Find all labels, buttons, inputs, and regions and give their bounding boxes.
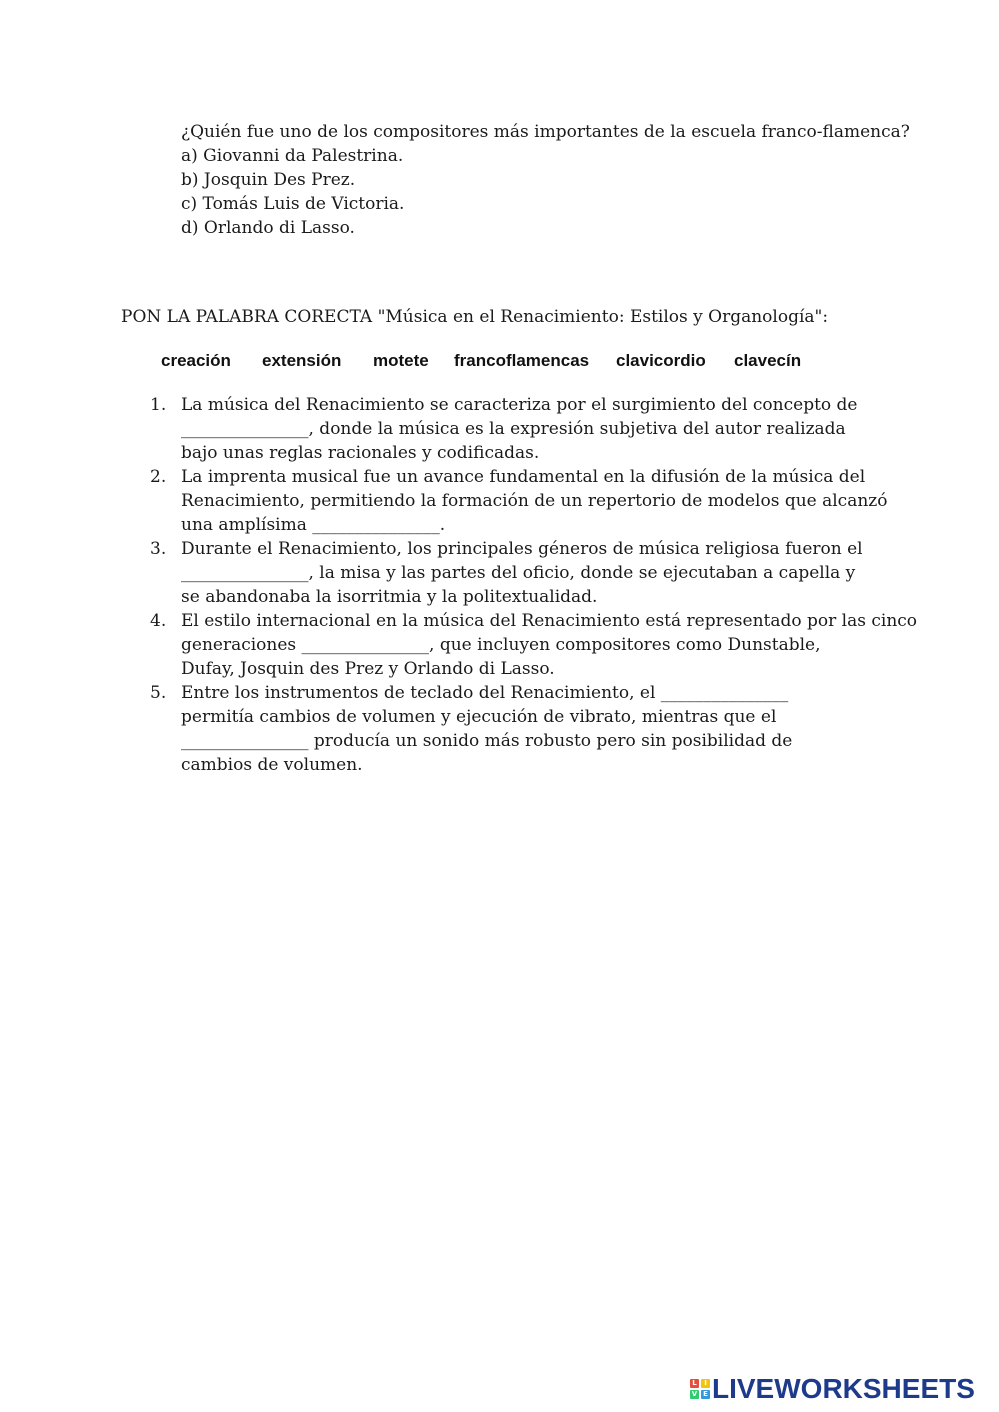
- list-item: [150, 609, 918, 681]
- list-item: [150, 537, 880, 609]
- item-number: 3.: [150, 539, 167, 559]
- quiz-option-c: c) Tomás Luis de Victoria.: [181, 194, 405, 214]
- quiz-question: ¿Quién fue uno de los compositores más importantes de la escuela franco-flamenca?: [181, 122, 910, 142]
- logo-cell: E: [701, 1390, 710, 1399]
- item-number: 4.: [150, 611, 167, 631]
- item-line: cambios de volumen.: [181, 755, 363, 775]
- exercise-list: [150, 393, 918, 777]
- word-bank-item: extensión: [262, 351, 342, 370]
- item-line: _______________, la misa y las partes del oficio, donde se ejecutaban a capella y: [181, 563, 856, 583]
- list-item: [150, 681, 880, 777]
- list-item: [150, 393, 880, 465]
- logo-cell: I: [701, 1379, 710, 1388]
- item-line: bajo unas reglas racionales y codificadas.: [181, 443, 540, 463]
- item-line: Dufay, Josquin des Prez y Orlando di Lasso.: [181, 659, 555, 679]
- item-line: El estilo internacional en la música del Renacimiento está representado por las cinco: [181, 611, 918, 631]
- item-number: 2.: [150, 467, 167, 487]
- section-title: PON LA PALABRA CORECTA "Música en el Renacimiento: Estilos y Organología":: [121, 307, 829, 327]
- item-line: La música del Renacimiento se caracteriza por el surgimiento del concepto de: [181, 395, 858, 415]
- item-line: Entre los instrumentos de teclado del Renacimiento, el _______________: [181, 683, 789, 703]
- word-bank-item: clavicordio: [616, 351, 706, 370]
- item-line: Renacimiento, permitiendo la formación de un repertorio de modelos que alcanzó: [181, 491, 888, 511]
- quiz-option-b: b) Josquin Des Prez.: [181, 170, 356, 190]
- item-number: 5.: [150, 683, 167, 703]
- item-line: Durante el Renacimiento, los principales géneros de música religiosa fueron el: [181, 539, 863, 559]
- item-line: _______________, donde la música es la expresión subjetiva del autor realizada: [181, 419, 846, 439]
- word-bank-item: clavecín: [734, 351, 802, 370]
- list-item: [150, 465, 888, 537]
- item-line: una amplísima _______________.: [181, 515, 446, 535]
- item-line: _______________ producía un sonido más robusto pero sin posibilidad de: [181, 731, 793, 751]
- word-bank-item: motete: [373, 351, 429, 370]
- item-line: generaciones _______________, que incluyen compositores como Dunstable,: [181, 635, 821, 655]
- quiz-question-block: [181, 120, 910, 240]
- logo-grid-icon: [690, 1379, 710, 1399]
- quiz-option-d: d) Orlando di Lasso.: [181, 218, 355, 238]
- logo-text: LIVEWORKSHEETS: [712, 1373, 975, 1404]
- item-line: se abandonaba la isorritmia y la politextualidad.: [181, 587, 598, 607]
- quiz-option-a: a) Giovanni da Palestrina.: [181, 146, 404, 166]
- item-line: permitía cambios de volumen y ejecución de vibrato, mientras que el: [181, 707, 777, 727]
- word-bank-item: francoflamencas: [454, 351, 590, 370]
- item-line: La imprenta musical fue un avance fundamental en la difusión de la música del: [181, 467, 866, 487]
- logo-cell: L: [690, 1379, 699, 1388]
- word-bank-item: creación: [161, 351, 231, 370]
- logo-cell: V: [691, 1390, 698, 1398]
- item-number: 1.: [150, 395, 167, 415]
- liveworksheets-logo[interactable]: [690, 1373, 975, 1405]
